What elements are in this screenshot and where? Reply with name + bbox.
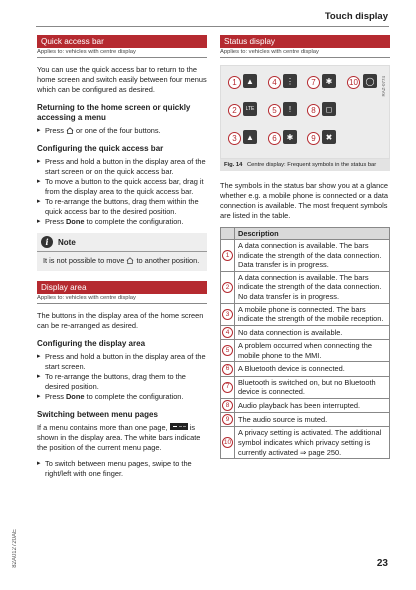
page-number: 23 (376, 558, 388, 569)
note-label: Note (58, 237, 76, 247)
row-description: Bluetooth is switched on, but no Bluetooth device is connected. (235, 376, 390, 398)
table-row (221, 427, 390, 459)
table-row (221, 325, 390, 339)
callout-7: 7 (307, 76, 320, 89)
row-number: 6 (222, 364, 233, 375)
row-number: 10 (222, 437, 233, 448)
table-header-description: Description (235, 228, 390, 240)
bluetooth-connected-icon: ✱ (283, 130, 297, 144)
configure-quick-access-heading: Configuring the quick access bar (37, 144, 164, 153)
row-number-cell (221, 398, 235, 412)
table-row (221, 376, 390, 398)
lte-icon: LTE (243, 102, 257, 116)
list-item: ▸ To re-arrange the buttons, drag them to the desired position. (37, 372, 207, 392)
list-item (37, 217, 207, 227)
note-text-start: It is not possible to move (43, 256, 125, 265)
row-number: 2 (222, 282, 233, 293)
note-text (37, 252, 207, 271)
figure-id: RAZ-0774 (381, 76, 386, 97)
mute-icon: ✖ (322, 130, 336, 144)
page-indicator-icon (170, 423, 188, 430)
note-header (37, 233, 207, 252)
row-number: 3 (222, 309, 233, 320)
table-header-blank (221, 228, 235, 240)
bluetooth-icon: ✱ (322, 74, 336, 88)
row-number-cell (221, 271, 235, 303)
step-text: Press (45, 392, 64, 401)
callout-1: 1 (228, 76, 241, 89)
display-area-intro: The buttons in the display area of the home screen can be re-arranged as desired. (37, 311, 204, 330)
returning-home-heading: Returning to the home screen or quickly accessing a menu (37, 103, 191, 122)
row-number-cell (221, 413, 235, 427)
row-number: 9 (222, 414, 233, 425)
table-row (221, 398, 390, 412)
row-number-cell (221, 376, 235, 398)
row-description: A mobile phone is connected. The bars indicate the strength of the mobile reception. (235, 303, 390, 325)
pages-text-end: is shown in the display area. The white bars indicate the position of the current menu page. (37, 423, 201, 452)
status-symbol-table (220, 227, 390, 459)
privacy-icon: ◯ (363, 74, 377, 88)
display-area-applies: Applies to: vehicles with centre display (37, 294, 207, 304)
pages-text-start: If a menu contains more than one page, (37, 423, 168, 432)
row-description: A data connection is available. The bars indicate the strength of the data connection. Data transfer is in progress. (235, 240, 390, 272)
configure-display-steps (37, 352, 207, 402)
list-item: ▸ Press and hold a button in the display area of the start screen. (37, 352, 207, 372)
switching-pages-heading: Switching between menu pages (37, 410, 158, 419)
quick-access-applies: Applies to: vehicles with centre display (37, 48, 207, 58)
figure-caption-text: Centre display: Frequent symbols in the status bar (247, 162, 377, 168)
status-display-heading: Status display (220, 35, 390, 48)
row-description: No data connection is available. (235, 325, 390, 339)
table-row (221, 303, 390, 325)
row-number-cell (221, 303, 235, 325)
row-description: The audio source is muted. (235, 413, 390, 427)
callout-6: 6 (268, 132, 281, 145)
status-intro: The symbols in the status bar show you at a glance whether e.g. a mobile phone is connected or a data connection is available. The most frequent symbols are listed in the table. (220, 181, 389, 220)
table-row (221, 362, 390, 376)
done-label: Done (65, 217, 85, 226)
table-row (221, 340, 390, 362)
row-description: Audio playback has been interrupted. (235, 398, 390, 412)
no-data-icon: ⋮ (283, 74, 297, 88)
configure-quick-access-steps (37, 157, 207, 227)
row-number-cell (221, 340, 235, 362)
table-row (221, 413, 390, 427)
step-text: to complete the configuration. (86, 392, 184, 401)
row-number-cell (221, 240, 235, 272)
status-symbols-figure (220, 65, 390, 159)
row-description: A problem occurred when connecting the mobile phone to the MMI. (235, 340, 390, 362)
step-text: or one of the four buttons. (76, 126, 161, 135)
callout-10: 10 (347, 76, 360, 89)
info-icon: i (41, 236, 53, 248)
done-label: Done (65, 392, 85, 401)
row-number: 4 (222, 327, 233, 338)
returning-home-steps (37, 126, 207, 136)
step-text: to complete the configuration. (86, 217, 184, 226)
row-number-cell (221, 325, 235, 339)
note-text-end: to another position. (136, 256, 200, 265)
status-display-applies: Applies to: vehicles with centre display (220, 48, 390, 58)
quick-access-intro: You can use the quick access bar to return to the home screen and switch easily between four menus which can be configured as desired. (37, 65, 207, 94)
page-header-title: Touch display (324, 11, 388, 22)
row-description: A data connection is available. The bars indicate the strength of the data connection. No data transfer is in progress. (235, 271, 390, 303)
home-icon (66, 127, 74, 134)
figure-caption (220, 159, 390, 171)
row-number: 7 (222, 382, 233, 393)
table-header-row (221, 228, 390, 240)
callout-8: 8 (307, 104, 320, 117)
row-number: 5 (222, 345, 233, 356)
list-item (37, 392, 207, 402)
left-column (37, 35, 207, 483)
pause-icon: ◻ (322, 102, 336, 116)
callout-5: 5 (268, 104, 281, 117)
row-number-cell (221, 427, 235, 459)
row-number: 8 (222, 400, 233, 411)
table-row (221, 240, 390, 272)
phone-warning-icon: ! (283, 102, 297, 116)
list-item: ▸ To re-arrange the buttons, drag them within the quick access bar to the desired position. (37, 197, 207, 217)
list-item: ▸ Press and hold a button in the display area of the start screen or on the quick access bar. (37, 157, 207, 177)
signal-strength-icon: ▲ (243, 74, 257, 88)
row-number: 1 (222, 250, 233, 261)
quick-access-heading: Quick access bar (37, 35, 207, 48)
note-box (37, 233, 207, 271)
callout-2: 2 (228, 104, 241, 117)
display-area-heading: Display area (37, 281, 207, 294)
step-text: Press (45, 126, 64, 135)
right-column (220, 35, 390, 459)
row-description: A Bluetooth device is connected. (235, 362, 390, 376)
swipe-steps (37, 459, 207, 479)
table-body (221, 240, 390, 459)
list-item: ▸ To switch between menu pages, swipe to the right/left with one finger. (37, 459, 207, 479)
mobile-signal-icon: ▲ (243, 130, 257, 144)
home-icon (126, 257, 134, 264)
callout-9: 9 (307, 132, 320, 145)
row-number-cell (221, 362, 235, 376)
configure-display-heading: Configuring the display area (37, 339, 146, 348)
list-item: ▸ To move a button to the quick access bar, drag it from the display area to the quick access bar. (37, 177, 207, 197)
figure-label: Fig. 14 (224, 162, 243, 168)
row-description: A privacy setting is activated. The additional symbol indicates which privacy setting is currently activated ⇒ page 250. (235, 427, 390, 459)
callout-3: 3 (228, 132, 241, 145)
switching-pages-text (37, 423, 207, 453)
header-rule (36, 26, 389, 27)
table-row (221, 271, 390, 303)
document-id: 82A012720AE (12, 529, 18, 568)
list-item (37, 126, 207, 136)
callout-4: 4 (268, 76, 281, 89)
step-text: Press (45, 217, 64, 226)
